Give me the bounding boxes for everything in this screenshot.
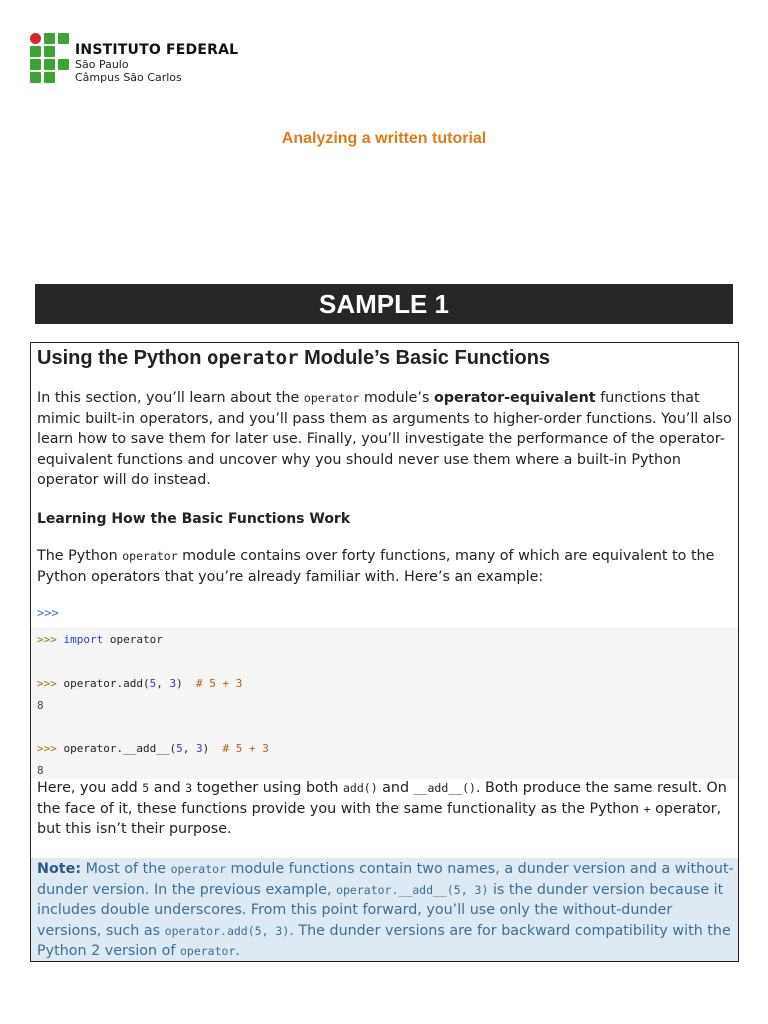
code-output-1: 8 bbox=[37, 699, 44, 712]
code-line-dunder-add: >>> operator.__add__(5, 3) # 5 + 3 bbox=[37, 742, 269, 755]
logo-title: INSTITUTO FEDERAL bbox=[75, 42, 239, 58]
intro-paragraph: In this section, you’ll learn about the operator module’s operator-equivalent functions that mimic built-in operators, and you’ll pass them as arguments to higher-order functions. You’ll also learn how to save them for later use. Finally, you’ll investigate the performance of the operator-equivalent functions and uncover why you should never use them where a built-in Python operator will do instead. bbox=[37, 390, 732, 488]
institution-logo bbox=[30, 33, 250, 89]
code-output-2: 8 bbox=[37, 764, 44, 777]
logo-line-2: Câmpus São Carlos bbox=[75, 71, 182, 84]
sample-banner: SAMPLE 1 bbox=[35, 284, 733, 324]
logo-mark-icon bbox=[30, 33, 70, 83]
explanation-paragraph: Here, you add 5 and 3 together using both add() and __add__(). Both produce the same result. On the face of it, these functions provide you with the same functionality as the Python + operator, but this isn’t their purpose. bbox=[37, 780, 727, 837]
code-example bbox=[31, 627, 739, 779]
article-box bbox=[30, 342, 739, 962]
code-line-add: >>> operator.add(5, 3) # 5 + 3 bbox=[37, 677, 243, 690]
note-callout: Note: Most of the operator module functions contain two names, a dunder version and a without-dunder version. In the previous example, operator.__add__(5, 3) is the dunder version because it includes double underscores. From this point forward, you’ll use only the without-dunder versions, such as operator.add(5, 3). The dunder versions are for backward compatibility with the Python 2 version of operator. bbox=[31, 858, 739, 962]
code-line-import: >>> import operator bbox=[37, 633, 163, 646]
article-heading: Using the Python operator Module’s Basic Functions bbox=[37, 347, 551, 369]
code-toggle-prompt[interactable]: >>> bbox=[37, 606, 59, 620]
logo-line-1: São Paulo bbox=[75, 58, 129, 71]
module-paragraph: The Python operator module contains over forty functions, many of which are equivalent to the Python operators that you’re already familiar with. Here’s an example: bbox=[37, 548, 715, 585]
document-title: Analyzing a written tutorial bbox=[281, 130, 487, 147]
section-subheading: Learning How the Basic Functions Work bbox=[37, 511, 351, 527]
